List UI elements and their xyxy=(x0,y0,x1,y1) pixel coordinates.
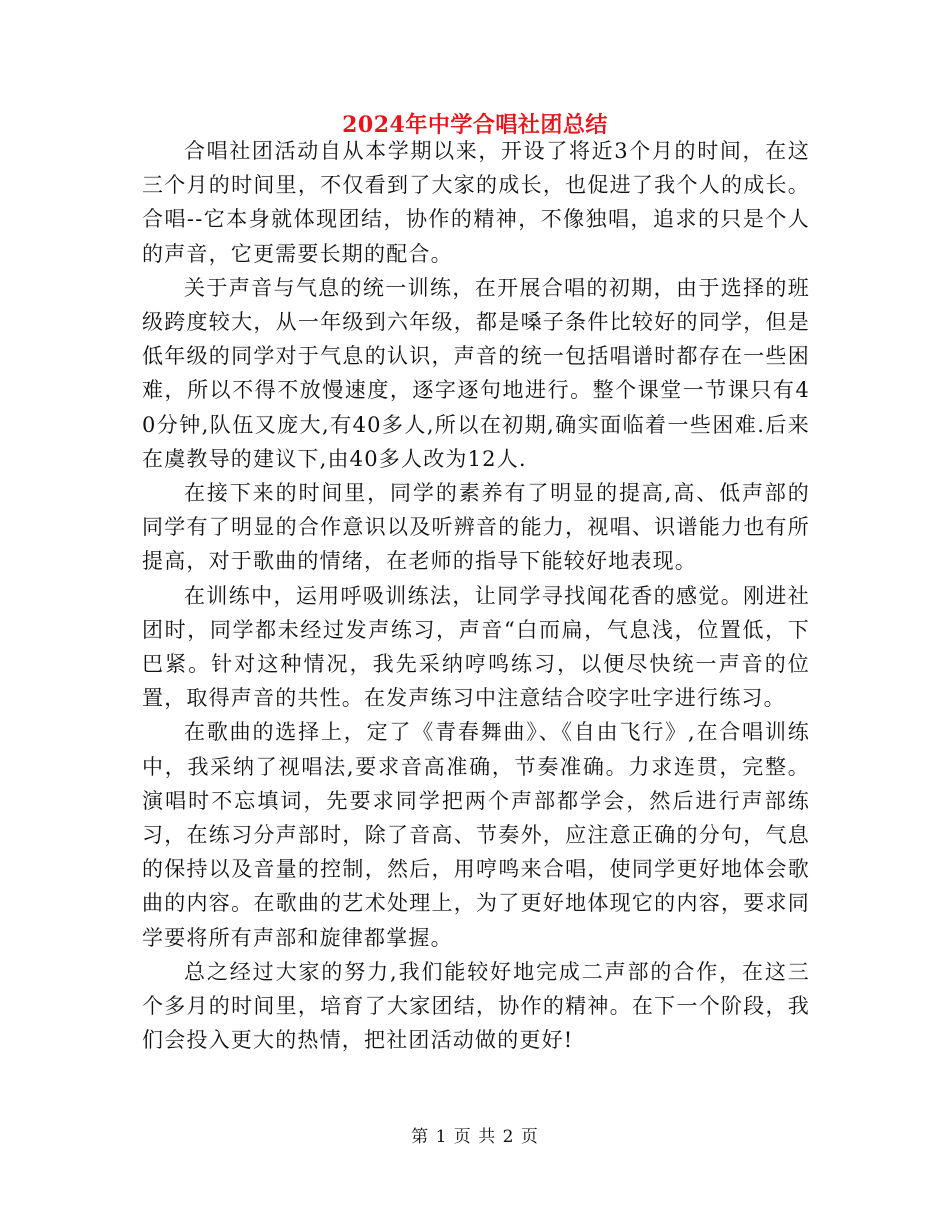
page-footer xyxy=(0,1124,950,1150)
document-body xyxy=(142,134,810,1057)
paragraph-4: 在训练中，运用呼吸训练法，让同学寻找闻花香的感觉。刚进社团时，同学都未经过发声练习，声音“白而扁，气息浅，位置低，下巴紧。针对这种情况，我先采纳哼鸣练习，以便尽快统一声音的位置，取得声音的共性。在发声练习中注意结合咬字吐字进行练习。 xyxy=(142,583,810,711)
paragraph-5: 在歌曲的选择上，定了《青春舞曲》、《自由飞行》,在合唱训练中，我采纳了视唱法,要求音高准确，节奏准确。力求连贯，完整。演唱时不忘填词，先要求同学把两个声部都学会，然后进行声部练习，在练习分声部时，除了音高、节奏外，应注意正确的分句，气息的保持以及音量的控制，然后，用哼鸣来合唱，使同学更好地体会歌曲的内容。在歌曲的艺术处理上，为了更好地体现它的内容，要求同学要将所有声部和旋律都掌握。 xyxy=(142,720,810,950)
footer-suffix: 页 xyxy=(520,1127,539,1147)
paragraph-1: 合唱社团活动自从本学期以来，开设了将近3个月的时间，在这三个月的时间里，不仅看到了大家的成长，也促进了我个人的成长。合唱--它本身就体现团结，协作的精神，不像独唱，追求的只是个人的声音，它更需要长期的配合。 xyxy=(142,139,810,266)
footer-page-label: 页 xyxy=(453,1127,472,1147)
footer-current-page: 1 xyxy=(435,1127,448,1147)
paragraph-6: 总之经过大家的努力,我们能较好地完成二声部的合作，在这三个多月的时间里，培育了大家团结，协作的精神。在下一个阶段，我们会投入更大的热情，把社团活动做的更好! xyxy=(142,959,810,1053)
paragraph-3: 在接下来的时间里，同学的素养有了明显的提高,高、低声部的同学有了明显的合作意识以及听辨音的能力，视唱、识谱能力也有所提高，对于歌曲的情绪，在老师的指导下能较好地表现。 xyxy=(142,481,810,574)
footer-total-label: 共 xyxy=(478,1127,497,1147)
document-title: 2024年中学合唱社团总结 xyxy=(342,112,608,138)
footer-total-pages: 2 xyxy=(502,1127,515,1147)
footer-prefix: 第 xyxy=(411,1127,430,1147)
paragraph-2: 关于声音与气息的统一训练，在开展合唱的初期，由于选择的班级跨度较大，从一年级到六年级，都是嗓子条件比较好的同学，但是低年级的同学对于气息的认识，声音的统一包括唱谱时都存在一些困难，所以不得不放慢速度，逐字逐句地进行。整个课堂一节课只有40分钟,队伍又庞大,有40多人,所以在初期,确实面临着一些困难.后来在虞教导的建议下,由40多人改为12人. xyxy=(142,275,810,471)
